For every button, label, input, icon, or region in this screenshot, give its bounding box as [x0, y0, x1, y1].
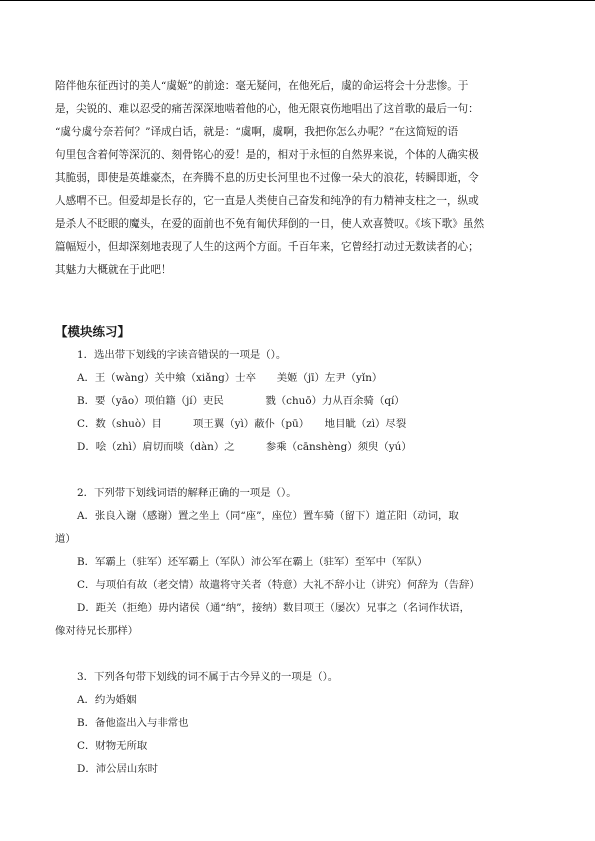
option-d-continued: 像对待兄长那样）	[55, 625, 139, 637]
passage-line: 陪伴他东征西讨的美人“虞姬”的前途：毫无疑问，在他死后，虞的命运将会十分悲惨。于	[55, 80, 469, 92]
option-c: C．与项伯有故（老交情）故遣将守关者（特意）大礼不辞小让（讲究）何辞为（告辞）	[77, 579, 480, 591]
passage-line: 人感喟不已。但爱却是长存的，它一直是人类使自己奋发和纯净的有力精神支柱之一，纵或	[55, 195, 479, 207]
option-c: C．财物无所取	[77, 740, 148, 752]
option-c: C．数（shuò）目 项王翼（yì）蔽仆（pū） 地目眦（zì）尽裂	[77, 418, 407, 430]
option-a: A．张良入谢（感谢）置之坐上（同“座”，座位）置车骑（留下）道芷阳（动词，取	[77, 510, 459, 522]
passage-line: 其魅力大概就在于此吧！	[55, 264, 172, 276]
option-a: A．王（wàng）关中飨（xiǎng）士卒 美姬（jī）左尹（yǐn）	[77, 372, 383, 384]
question-stem: 1．选出带下划线的字读音错误的一项是（）。	[77, 349, 287, 361]
option-b: B．军霸上（驻军）还军霸上（军队）沛公军在霸上（驻军）至军中（军队）	[77, 556, 428, 568]
section-title: 【模块练习】	[55, 324, 131, 339]
option-b: B．要（yāo）项伯籍（jí）吏民 戮（chuō）力从百余骑（qí）	[77, 395, 405, 407]
option-d: D．沛公居山东时	[77, 763, 159, 775]
option-a-continued: 道）	[55, 533, 76, 545]
option-d: D．哙（zhì）肩切而啖（dàn）之 参乘（cānshèng）须臾（yú）	[77, 441, 412, 453]
passage-line: 篇幅短小，但却深刻地表现了人生的这两个方面。千百年来，它曾经打动过无数读者的心；	[55, 241, 479, 253]
passage-line: 其脆弱，即使是英雄豪杰，在奔腾不息的历史长河里也不过像一朵大的浪花，转瞬即逝，令	[55, 172, 479, 184]
passage-line: 是杀人不眨眼的魔头，在爱的面前也不免有匍伏拜倒的一日，使人欢喜赞叹。《垓下歌》虽然	[55, 218, 485, 230]
passage-line: “虞兮虞兮奈若何？”译成白话，就是：“虞啊，虞啊，我把你怎么办呢？”在这简短的语	[55, 126, 459, 138]
passage-line: 句里包含着何等深沉的、刻骨铭心的爱！是的，相对于永恒的自然界来说，个体的人确实极	[55, 149, 479, 161]
question-stem: 2．下列带下划线词语的解释正确的一项是（）。	[77, 487, 297, 499]
option-a: A．约为婚姻	[77, 694, 137, 706]
question-stem: 3．下列各句带下划线的词不属于古今异义的一项是（）。	[77, 671, 339, 683]
passage-line: 是，尖锐的、难以忍受的痛苦深深地啮着他的心，他无限哀伤地唱出了这首歌的最后一句：	[55, 103, 479, 115]
option-b: B．备他盗出入与非常也	[77, 717, 189, 729]
option-d: D．距关（拒绝）毋内诸侯（通“纳”，接纳）数目项王（屡次）兄事之（名词作状语，	[77, 602, 471, 614]
page-top-rule	[0, 0, 595, 1]
